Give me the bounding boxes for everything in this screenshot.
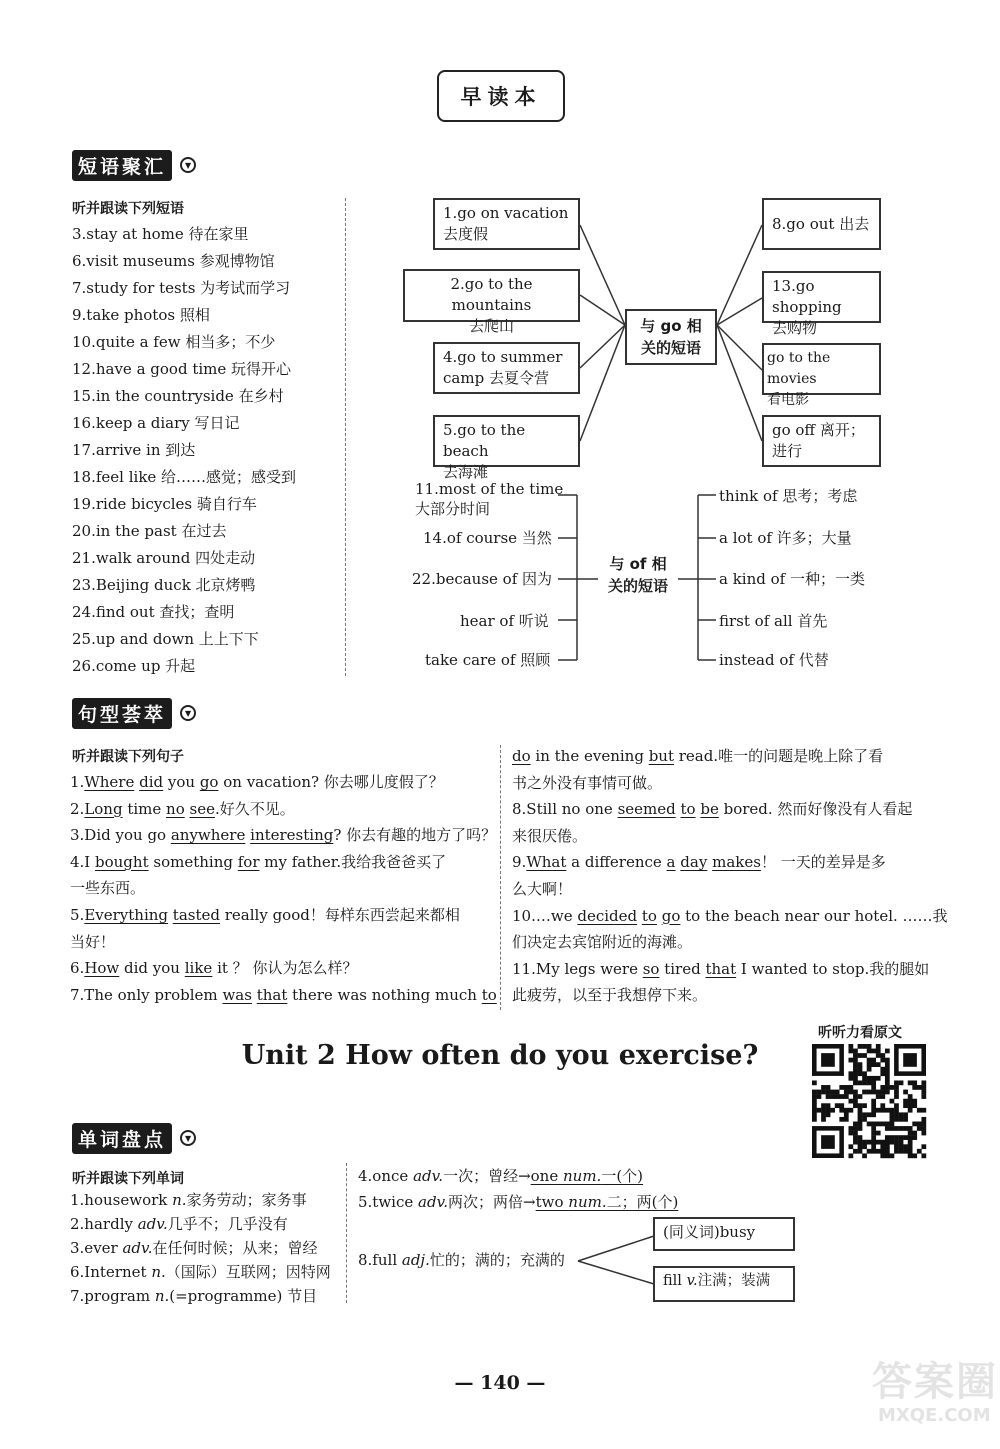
phrase-item: 7.study for tests 为考试而学习: [72, 279, 291, 297]
of-map-center-line-2: 关的短语: [607, 577, 668, 595]
sentence-line: 3.Did you go anywhere interesting? 你去有趣的地方了吗？: [70, 826, 497, 845]
of-map-left-1a: 11.most of the time: [415, 480, 564, 498]
of-map-right-4: first of all 首先: [719, 612, 828, 630]
of-map-left-4: hear of 听说: [460, 612, 549, 630]
column-divider: [346, 1163, 347, 1303]
of-map-right-2: a lot of 许多；大量: [719, 529, 852, 547]
phrase-item: 18.feel like 给……感觉；感受到: [72, 468, 297, 486]
of-map-center-line-1: 与 of 相: [609, 555, 667, 573]
go-map-box-3-line-1: 4.go to summer: [443, 348, 563, 366]
of-map-right-1: think of 思考；考虑: [719, 487, 858, 505]
go-map-box-5: [762, 198, 881, 250]
word-item: 5.twice adv.两次；两倍→two num.二；两(个): [358, 1193, 679, 1211]
word-item: 2.hardly adv.几乎不；几乎没有: [70, 1215, 288, 1233]
words-subtitle: 听并跟读下列单词: [72, 1171, 184, 1187]
go-map-box-4: [433, 415, 580, 481]
word-full: 8.full adj.忙的；满的；充满的: [358, 1251, 565, 1269]
sentence-line: 9.What a difference a day makes！ 一天的差异是多: [512, 853, 886, 872]
go-map-box-2: [403, 269, 580, 335]
go-map-box-1-line-1: 1.go on vacation: [443, 204, 569, 222]
sentence-line: 8.Still no one seemed to be bored. 然而好像没有人看起: [512, 800, 913, 819]
sentences-section-header: [72, 698, 196, 728]
phrase-item: 17.arrive in 到达: [72, 441, 196, 459]
word-item: 7.program n.(=programme) 节目: [70, 1287, 318, 1305]
of-map-center: [598, 553, 678, 597]
go-map-box-8-line-1: go off 离开；: [772, 421, 865, 439]
phrase-item: 19.ride bicycles 骑自行车: [72, 495, 257, 513]
go-map-box-7-line-1: go to the movies: [767, 350, 831, 387]
sentence-line: 么大啊！: [512, 880, 573, 898]
phrase-item: 3.stay at home 待在家里: [72, 225, 249, 243]
words-section-title: 单词盘点: [72, 1123, 172, 1154]
sentence-line: 4.I bought something for my father.我给我爸爸买了: [70, 852, 447, 871]
full-branch-connectors: [570, 1225, 660, 1295]
phrase-item: 12.have a good time 玩得开心: [72, 360, 292, 378]
chevron-down-icon: ▼: [180, 157, 196, 173]
of-map-left-2: 14.of course 当然: [423, 529, 552, 547]
go-map-box-8: [762, 415, 881, 467]
qr-code-icon[interactable]: [812, 1044, 926, 1158]
words-section-header: [72, 1123, 196, 1153]
go-map-box-5-line-1: 8.go out 出去: [772, 215, 870, 233]
page-header-box: [437, 70, 565, 122]
sentence-line: 此疲劳，以至于我想停下来。: [512, 986, 708, 1005]
phrase-item: 21.walk around 四处走动: [72, 549, 256, 567]
page-header-title: 早读本: [460, 85, 542, 109]
column-divider: [500, 745, 501, 1010]
phrase-item: 16.keep a diary 写日记: [72, 414, 240, 432]
full-synonym-box: (同义词)busy: [653, 1217, 795, 1251]
go-map-box-1-line-2: 去度假: [443, 225, 489, 243]
sentence-line: 当好！: [70, 932, 116, 951]
go-map-box-7: [762, 343, 881, 408]
go-map-box-3: [433, 342, 580, 394]
go-map-box-4-line-2: 去海滩: [443, 463, 489, 481]
go-map-center-line-1: 与 go 相: [640, 317, 702, 335]
go-map-center-line-2: 关的短语: [640, 339, 701, 357]
of-map-left-5: take care of 照顾: [425, 651, 551, 669]
phrase-item: 20.in the past 在过去: [72, 522, 227, 540]
go-map-center: [625, 309, 717, 365]
go-map-box-2-line-1: 2.go to the mountains: [450, 275, 533, 314]
sentence-line: 7.The only problem was that there was nothing much to: [70, 985, 497, 1004]
sentence-line: 2.Long time no see.好久不见。: [70, 799, 295, 818]
chevron-down-icon: ▼: [180, 1130, 196, 1146]
sentence-line: 1.Where did you go on vacation? 你去哪儿度假了？: [70, 773, 444, 791]
sentence-line: 来很厌倦。: [512, 826, 588, 845]
phrase-item: 9.take photos 照相: [72, 306, 210, 324]
sentence-line: 们决定去宾馆附近的海滩。: [512, 933, 693, 952]
phrase-item: 15.in the countryside 在乡村: [72, 387, 284, 405]
go-map-box-8-line-2: 进行: [772, 442, 803, 460]
of-map-right-3: a kind of 一种；一类: [719, 570, 865, 588]
go-map-box-6-line-2: 去购物: [772, 319, 818, 337]
page-number: — 140 —: [454, 1372, 546, 1394]
sentences-subtitle: 听并跟读下列句子: [72, 749, 184, 765]
go-map-box-4-line-1: 5.go to the beach: [443, 421, 526, 460]
go-map-box-6-line-1: 13.go shopping: [772, 277, 842, 316]
go-map-box-3-line-2: camp 去夏令营: [443, 369, 549, 387]
phrase-item: 24.find out 查找；查明: [72, 603, 235, 621]
sentence-line: 书之外没有事情可做。: [512, 773, 663, 792]
unit-title: Unit 2 How often do you exercise?: [241, 1040, 759, 1071]
sentence-line: 10.…we decided to go to the beach near our hotel. ……我: [512, 906, 948, 925]
full-fill-box: fill v.注满；装满: [653, 1266, 795, 1302]
of-map-left-1b: 大部分时间: [415, 500, 491, 518]
word-item: 1.housework n.家务劳动；家务事: [70, 1191, 307, 1209]
of-map-right-5: instead of 代替: [719, 651, 829, 669]
word-item: 3.ever adv.在任何时候；从来；曾经: [70, 1239, 318, 1257]
chevron-down-icon: ▼: [180, 705, 196, 721]
phrase-item: 23.Beijing duck 北京烤鸭: [72, 576, 256, 594]
sentence-line: do in the evening but read.唯一的问题是晚上除了看: [512, 747, 884, 765]
phrase-item: 26.come up 升起: [72, 657, 196, 675]
sentences-section-title: 句型荟萃: [72, 698, 172, 729]
phrase-item: 6.visit museums 参观博物馆: [72, 252, 275, 270]
qr-label[interactable]: 听听力看原文: [818, 1025, 902, 1041]
watermark-logo: 答案圈: [872, 1359, 998, 1405]
of-map-left-3: 22.because of 因为: [412, 570, 553, 588]
phrase-item: 10.quite a few 相当多；不少: [72, 333, 276, 351]
phrases-section-title: 短语聚汇: [72, 150, 172, 181]
phrases-section-header: [72, 150, 196, 180]
go-map-box-2-line-2: 去爬山: [468, 317, 514, 335]
go-map-box-6: [762, 271, 881, 337]
sentence-line: 一些东西。: [70, 879, 146, 898]
watermark-url: MXQE.COM: [878, 1405, 991, 1426]
sentence-line: 6.How did you like it ？ 你认为怎么样？: [70, 959, 358, 978]
sentence-line: 5.Everything tasted really good！每样东西尝起来都相: [70, 906, 460, 924]
sentence-line: 11.My legs were so tired that I wanted to stop.我的腿如: [512, 959, 930, 978]
go-map-box-7-line-2: 看电影: [767, 392, 809, 408]
phrase-item: 25.up and down 上上下下: [72, 630, 259, 648]
phrases-subtitle: 听并跟读下列短语: [72, 201, 184, 217]
word-item: 4.once adv.一次；曾经→one num.一(个): [358, 1167, 644, 1185]
go-map-box-1: [433, 198, 580, 250]
word-item: 6.Internet n.（国际）互联网；因特网: [70, 1263, 331, 1281]
